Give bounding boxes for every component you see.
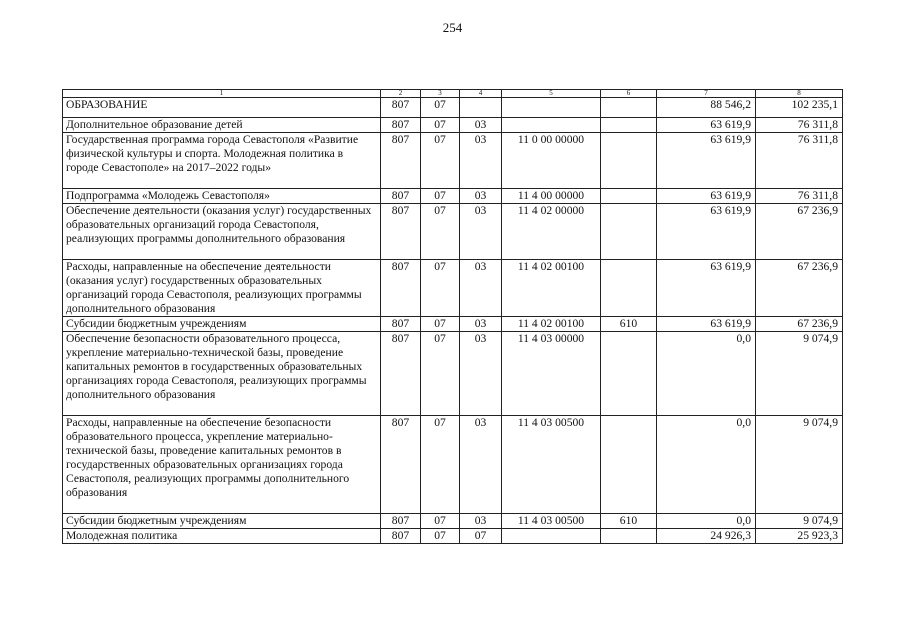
- row-code-4: 03: [460, 260, 502, 317]
- column-header: 2: [381, 90, 421, 98]
- row-name: Субсидии бюджетным учреждениям: [63, 514, 381, 529]
- row-code-5: [502, 529, 601, 544]
- row-code-2: 807: [381, 118, 421, 133]
- row-sum-7: 63 619,9: [657, 133, 756, 189]
- column-header: 5: [502, 90, 601, 98]
- row-sum-8: 9 074,9: [756, 332, 843, 416]
- row-code-5: [502, 98, 601, 118]
- row-code-2: 807: [381, 189, 421, 204]
- row-code-5: 11 4 00 00000: [502, 189, 601, 204]
- column-header: 7: [657, 90, 756, 98]
- table-body: [63, 90, 843, 544]
- row-sum-7: 63 619,9: [657, 204, 756, 260]
- row-name: Субсидии бюджетным учреждениям: [63, 317, 381, 332]
- row-name: Обеспечение безопасности образовательного процесса, укрепление материально-технической базы, проведение капитальных ремонтов в государственных образовательных организациях города Севастополя, реализующих программы дополнительного образования: [63, 332, 381, 416]
- row-name: Дополнительное образование детей: [63, 118, 381, 133]
- column-header: 4: [460, 90, 502, 98]
- table-row: [63, 133, 843, 189]
- row-code-2: 807: [381, 332, 421, 416]
- budget-table: [62, 89, 843, 544]
- row-code-5: 11 4 03 00500: [502, 514, 601, 529]
- row-code-5: 11 0 00 00000: [502, 133, 601, 189]
- row-code-4: 03: [460, 416, 502, 514]
- row-code-2: 807: [381, 133, 421, 189]
- row-code-4: 03: [460, 514, 502, 529]
- row-code-6: 610: [601, 317, 657, 332]
- row-name: Государственная программа города Севастополя «Развитие физической культуры и спорта. Молодежная политика в городе Севастополе» на 2017–2022 годы»: [63, 133, 381, 189]
- row-sum-7: 63 619,9: [657, 317, 756, 332]
- row-code-3: 07: [421, 514, 460, 529]
- table-row: [63, 332, 843, 416]
- row-name: Расходы, направленные на обеспечение деятельности (оказания услуг) государственных образовательных организаций города Севастополя, реализующих программы дополнительного образования: [63, 260, 381, 317]
- column-header: 8: [756, 90, 843, 98]
- row-code-2: 807: [381, 514, 421, 529]
- table-row: [63, 317, 843, 332]
- row-code-6: 610: [601, 514, 657, 529]
- row-sum-8: 67 236,9: [756, 204, 843, 260]
- table-row: [63, 189, 843, 204]
- row-sum-8: 102 235,1: [756, 98, 843, 118]
- column-header: 3: [421, 90, 460, 98]
- row-code-6: [601, 529, 657, 544]
- row-code-5: [502, 118, 601, 133]
- row-code-3: 07: [421, 529, 460, 544]
- row-sum-7: 0,0: [657, 332, 756, 416]
- row-code-5: 11 4 03 00000: [502, 332, 601, 416]
- row-code-6: [601, 98, 657, 118]
- table-row: [63, 118, 843, 133]
- row-sum-7: 63 619,9: [657, 260, 756, 317]
- column-number-row: [63, 90, 843, 98]
- table-row: [63, 514, 843, 529]
- row-name: Подпрограмма «Молодежь Севастополя»: [63, 189, 381, 204]
- table-row: [63, 416, 843, 514]
- row-sum-8: 9 074,9: [756, 416, 843, 514]
- row-code-4: 03: [460, 317, 502, 332]
- row-sum-8: 76 311,8: [756, 189, 843, 204]
- row-code-6: [601, 260, 657, 317]
- row-sum-7: 63 619,9: [657, 118, 756, 133]
- table-row: [63, 529, 843, 544]
- row-name: Расходы, направленные на обеспечение безопасности образовательного процесса, укрепление материально-технической базы, проведение капитальных ремонтов в государственных образовательных организациях города Севастополя, реализующих программы дополнительного образования: [63, 416, 381, 514]
- row-sum-7: 88 546,2: [657, 98, 756, 118]
- row-sum-8: 76 311,8: [756, 133, 843, 189]
- row-code-4: [460, 98, 502, 118]
- row-sum-7: 24 926,3: [657, 529, 756, 544]
- row-code-2: 807: [381, 204, 421, 260]
- row-code-4: 03: [460, 133, 502, 189]
- row-code-3: 07: [421, 204, 460, 260]
- row-code-6: [601, 416, 657, 514]
- row-code-4: 07: [460, 529, 502, 544]
- table-row: [63, 204, 843, 260]
- row-name: ОБРАЗОВАНИЕ: [63, 98, 381, 118]
- row-code-3: 07: [421, 332, 460, 416]
- row-code-4: 03: [460, 204, 502, 260]
- row-code-3: 07: [421, 260, 460, 317]
- row-code-5: 11 4 02 00000: [502, 204, 601, 260]
- page-number: 254: [442, 20, 463, 35]
- row-sum-7: 0,0: [657, 514, 756, 529]
- table-row: [63, 260, 843, 317]
- row-code-2: 807: [381, 98, 421, 118]
- table-row: [63, 98, 843, 118]
- column-header: 1: [63, 90, 381, 98]
- row-code-2: 807: [381, 317, 421, 332]
- row-code-2: 807: [381, 529, 421, 544]
- row-sum-8: 67 236,9: [756, 317, 843, 332]
- row-code-6: [601, 332, 657, 416]
- row-name: Молодежная политика: [63, 529, 381, 544]
- row-code-4: 03: [460, 189, 502, 204]
- row-code-2: 807: [381, 260, 421, 317]
- row-code-6: [601, 133, 657, 189]
- row-sum-8: 9 074,9: [756, 514, 843, 529]
- row-name: Обеспечение деятельности (оказания услуг) государственных образовательных организаций города Севастополя, реализующих программы дополнительного образования: [63, 204, 381, 260]
- row-sum-8: 25 923,3: [756, 529, 843, 544]
- row-code-6: [601, 189, 657, 204]
- row-sum-8: 76 311,8: [756, 118, 843, 133]
- row-sum-7: 0,0: [657, 416, 756, 514]
- column-header: 6: [601, 90, 657, 98]
- row-code-4: 03: [460, 332, 502, 416]
- row-code-6: [601, 204, 657, 260]
- row-sum-7: 63 619,9: [657, 189, 756, 204]
- row-code-3: 07: [421, 189, 460, 204]
- row-code-6: [601, 118, 657, 133]
- row-code-3: 07: [421, 133, 460, 189]
- row-code-5: 11 4 03 00500: [502, 416, 601, 514]
- row-code-4: 03: [460, 118, 502, 133]
- row-code-3: 07: [421, 118, 460, 133]
- row-code-5: 11 4 02 00100: [502, 260, 601, 317]
- row-code-3: 07: [421, 317, 460, 332]
- row-code-5: 11 4 02 00100: [502, 317, 601, 332]
- row-code-2: 807: [381, 416, 421, 514]
- row-code-3: 07: [421, 98, 460, 118]
- row-sum-8: 67 236,9: [756, 260, 843, 317]
- row-code-3: 07: [421, 416, 460, 514]
